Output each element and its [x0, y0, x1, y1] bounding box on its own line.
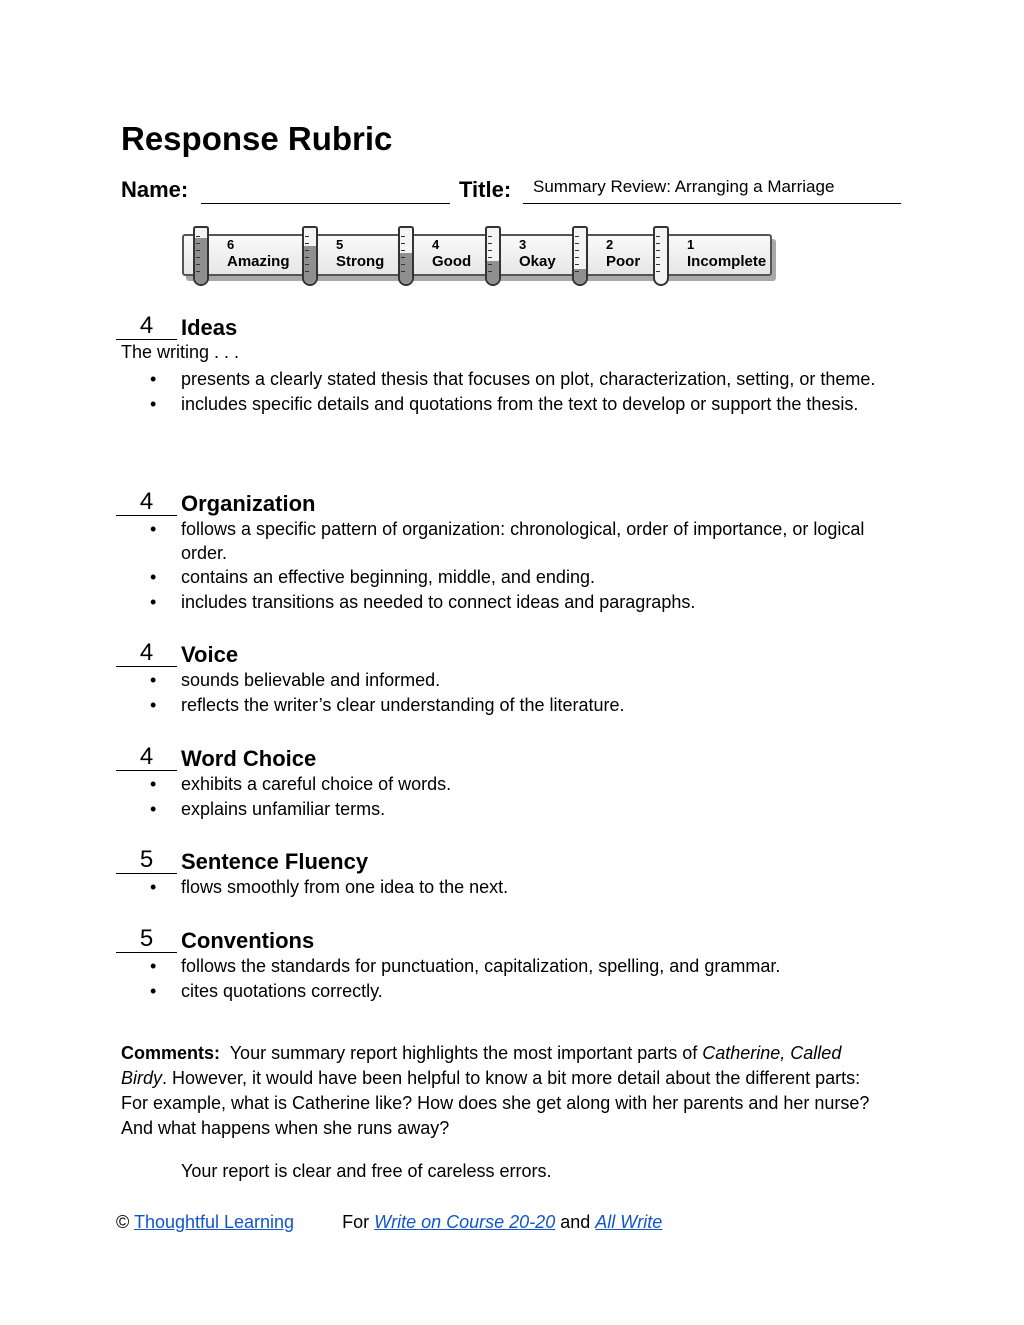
footer	[116, 1212, 662, 1233]
criteria-item: • cites quotations correctly.	[150, 980, 895, 1004]
title-underline	[523, 203, 901, 204]
score-field[interactable]: 4	[116, 490, 177, 516]
section-title: Word Choice	[181, 746, 317, 771]
test-tube-icon	[193, 226, 209, 286]
name-field[interactable]	[201, 203, 450, 204]
test-tube-icon	[653, 226, 669, 286]
score-field[interactable]: 5	[116, 927, 177, 953]
title-label: Title:	[459, 177, 512, 202]
test-tube-icon	[398, 226, 414, 286]
criteria-item: • follows a specific pattern of organization: chronological, order of importance, or logical order.	[150, 518, 895, 565]
section-title: Ideas	[181, 315, 238, 340]
scale-number: 6	[227, 237, 235, 252]
criteria-item: • includes transitions as needed to connect ideas and paragraphs.	[150, 591, 895, 615]
test-tube-icon	[302, 226, 318, 286]
criteria-item: • sounds believable and informed.	[150, 669, 895, 693]
score-field[interactable]: 4	[116, 641, 177, 667]
criteria-list	[150, 518, 895, 615]
comments-text-before: Your summary report highlights the most important parts of	[229, 1043, 703, 1063]
criteria-item: • presents a clearly stated thesis that focuses on plot, characterization, setting, or theme.	[150, 368, 895, 392]
criteria-item: • exhibits a careful choice of words.	[150, 773, 895, 797]
scale-label: Incomplete	[687, 253, 767, 270]
criteria-list	[150, 669, 895, 718]
comments-label: Comments:	[121, 1043, 221, 1063]
score-field[interactable]: 4	[116, 745, 177, 771]
comments-text-after: . However, it would have been helpful to know a bit more detail about the different parts: For example, what is Catherine like? How does she get along with her parents and her nurse? And what happens when she runs away?	[121, 1068, 870, 1138]
write-on-course-link[interactable]: Write on Course 20-20	[374, 1212, 556, 1232]
criteria-item: • explains unfamiliar terms.	[150, 798, 895, 822]
book-title: Catherine, Called Birdy	[121, 1043, 842, 1088]
all-write-link[interactable]: All Write	[595, 1212, 663, 1232]
scale-number: 3	[519, 237, 527, 252]
criteria-list	[150, 876, 895, 901]
criteria-item: • flows smoothly from one idea to the next.	[150, 876, 895, 900]
criteria-item: • includes specific details and quotations from the text to develop or support the thesis.	[150, 393, 895, 417]
scale-number: 4	[432, 237, 440, 252]
test-tube-icon	[485, 226, 501, 286]
scale-label: Okay	[519, 253, 556, 270]
score-field[interactable]: 4	[116, 314, 177, 340]
title-field[interactable]: Summary Review: Arranging a Marriage	[533, 177, 835, 196]
criteria-item: • contains an effective beginning, middle, and ending.	[150, 566, 895, 590]
comments-second-paragraph: Your report is clear and free of careless errors.	[181, 1161, 552, 1181]
section-title: Organization	[181, 491, 316, 516]
criteria-list	[150, 955, 895, 1004]
scale-label: Amazing	[227, 253, 290, 270]
test-tube-icon	[572, 226, 588, 286]
scale-label: Poor	[606, 253, 641, 270]
scale-number: 2	[606, 237, 614, 252]
page-title: Response Rubric	[121, 120, 393, 157]
copyright-symbol: ©	[116, 1212, 130, 1232]
criteria-list	[150, 368, 895, 417]
thoughtful-learning-link[interactable]: Thoughtful Learning	[133, 1212, 295, 1232]
comments	[121, 1041, 891, 1184]
footer-for-text: For	[342, 1212, 370, 1232]
scale-label: Good	[432, 253, 472, 270]
scale-number: 5	[336, 237, 344, 252]
scale-label: Strong	[336, 253, 385, 270]
section-title: Conventions	[181, 928, 315, 953]
section-title: Sentence Fluency	[181, 849, 369, 874]
criteria-item: • follows the standards for punctuation, capitalization, spelling, and grammar.	[150, 955, 895, 979]
section-title: Voice	[181, 642, 239, 667]
footer-and-text: and	[560, 1212, 591, 1232]
criteria-item: • reflects the writer’s clear understanding of the literature.	[150, 694, 895, 718]
criteria-list	[150, 773, 895, 822]
section-intro: The writing . . .	[121, 342, 240, 362]
scale-number: 1	[687, 237, 695, 252]
score-field[interactable]: 5	[116, 848, 177, 874]
name-label: Name:	[121, 177, 189, 202]
rating-scale	[180, 226, 780, 290]
